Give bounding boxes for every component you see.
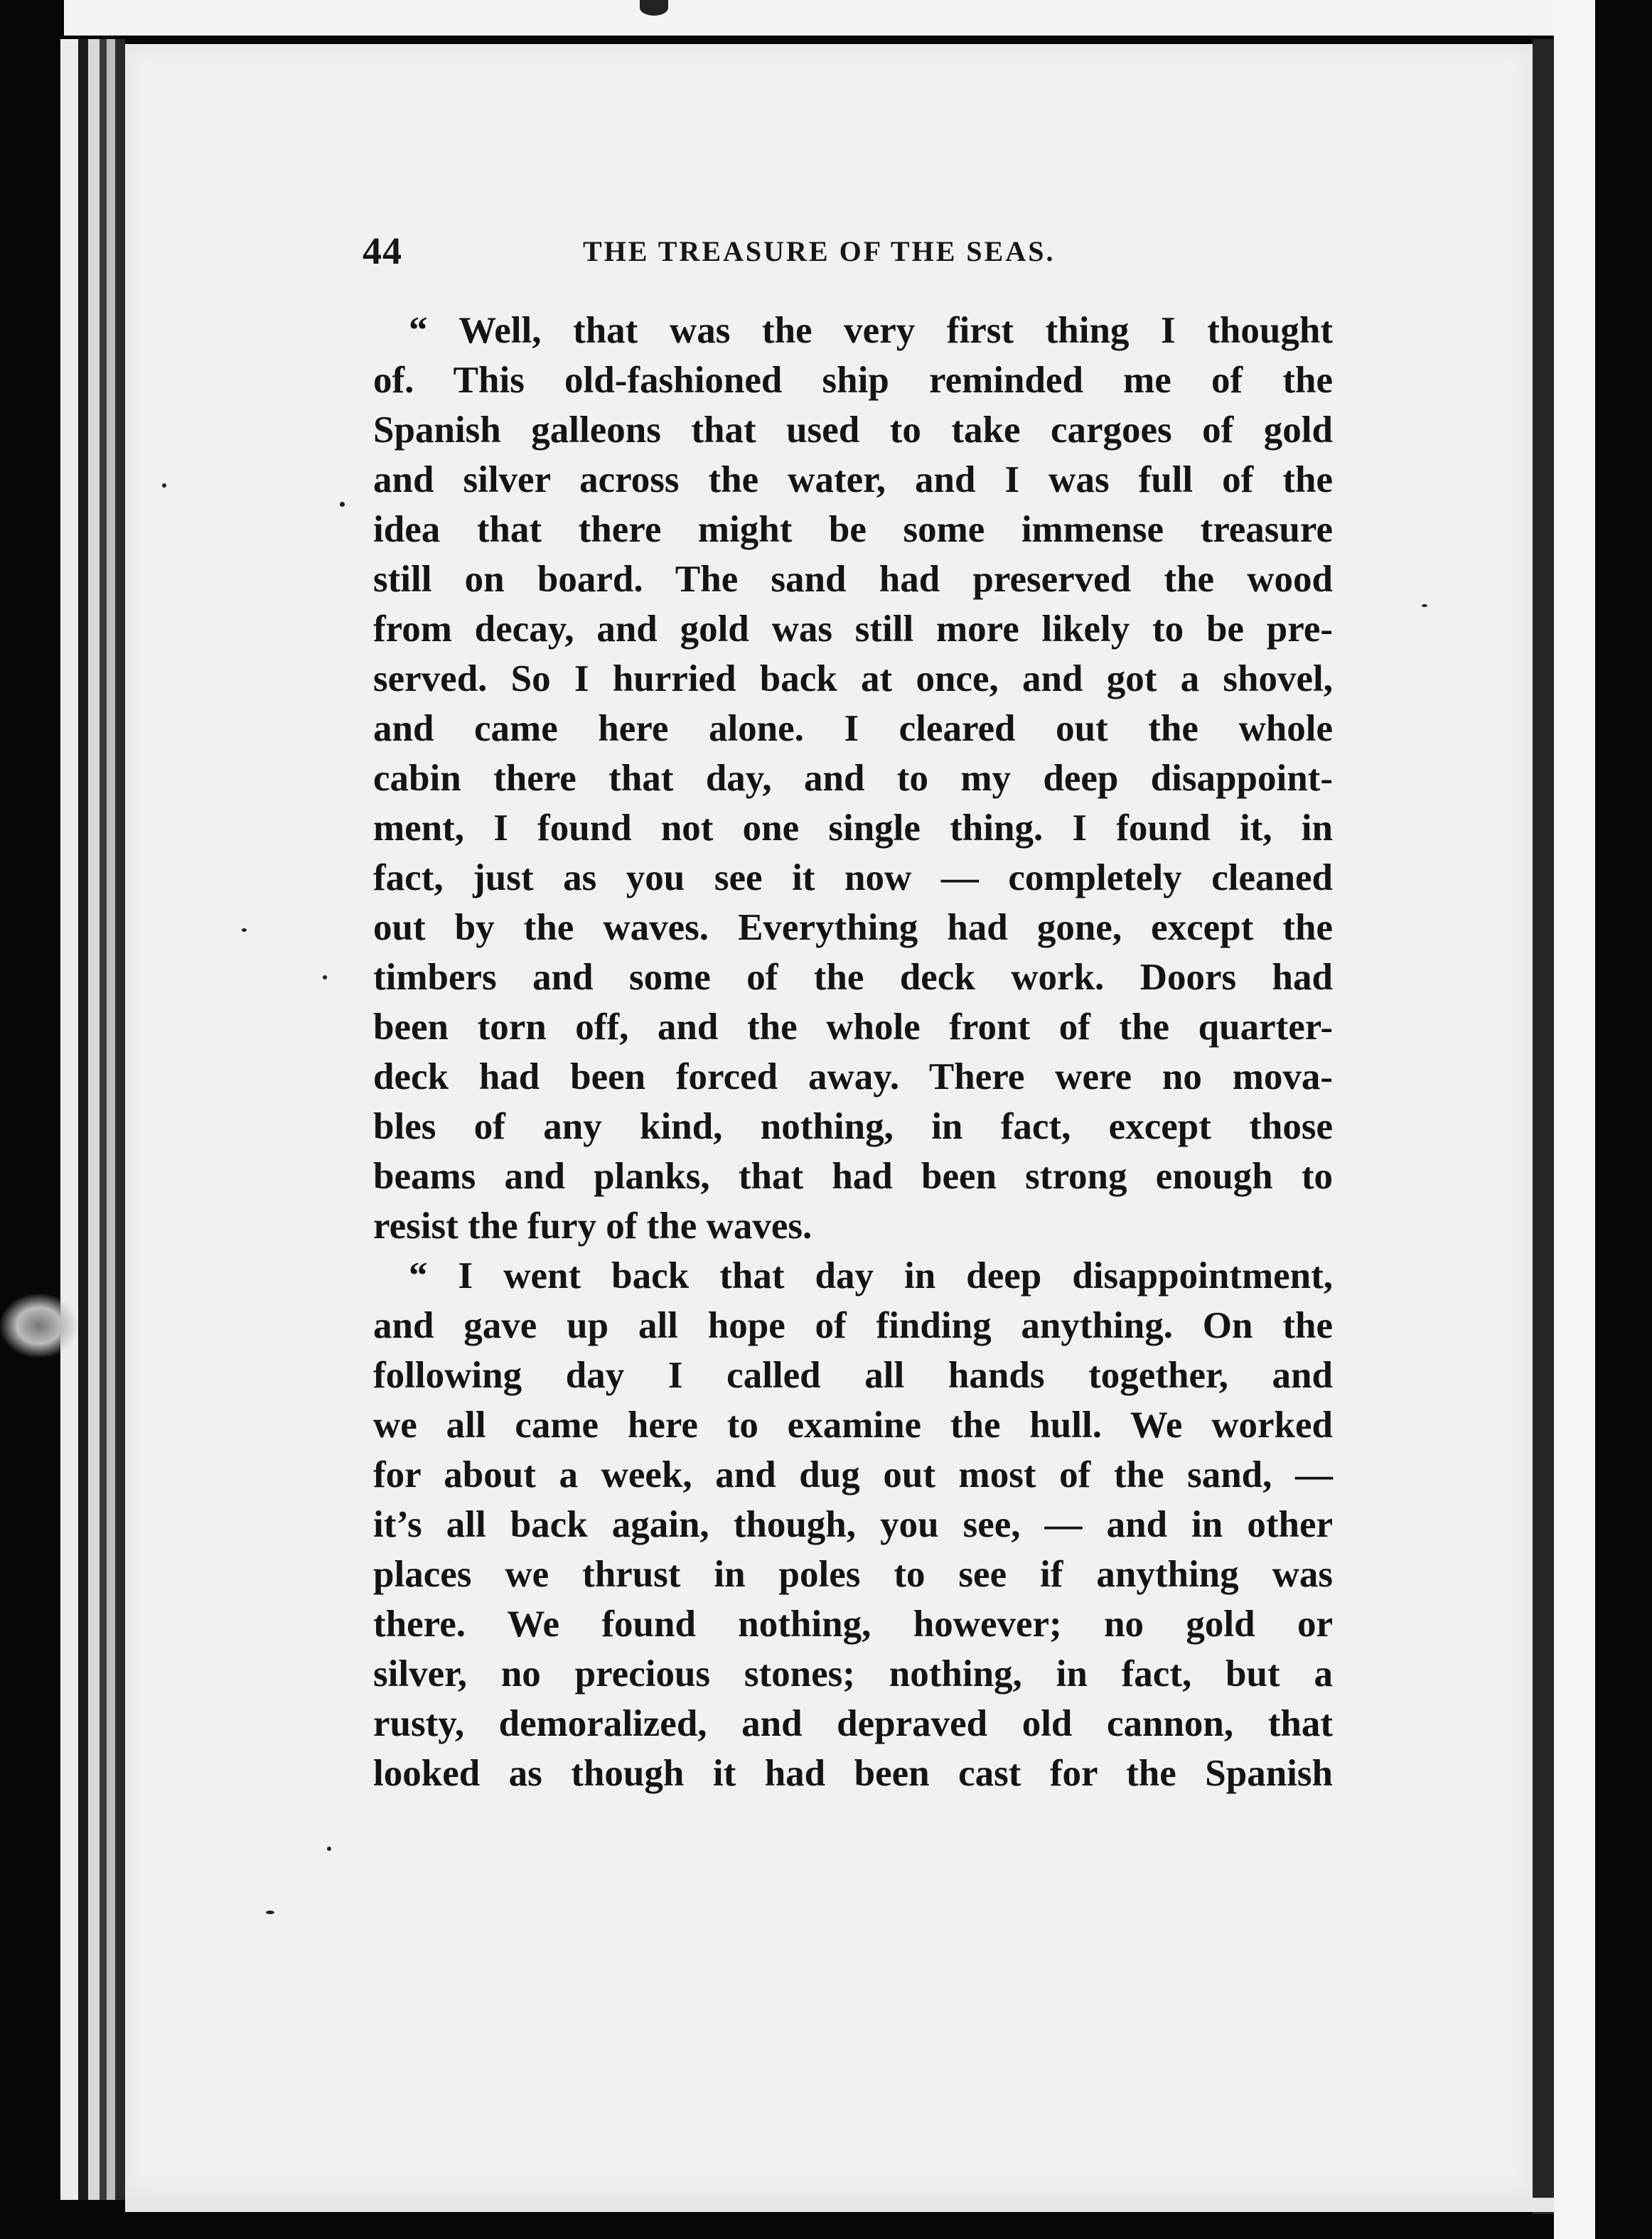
speck — [327, 1847, 331, 1851]
speck — [162, 483, 166, 488]
text-line: beams and planks, that had been strong enough to — [373, 1156, 1333, 1197]
right-margin — [1554, 0, 1595, 2239]
page-number: 44 — [363, 230, 402, 272]
running-head — [363, 229, 1358, 272]
speck — [340, 502, 345, 507]
text-line: for about a week, and dug out most of the sand, — — [373, 1454, 1333, 1496]
text-line: bles of any kind, nothing, in fact, except those — [373, 1106, 1333, 1147]
text-line: rusty, demoralized, and depraved old cannon, that — [373, 1703, 1333, 1744]
body-text — [373, 306, 1333, 1798]
text-line: and came here alone. I cleared out the whole — [373, 708, 1333, 749]
text-line: been torn off, and the whole front of the quarter- — [373, 1006, 1333, 1048]
speck — [266, 1911, 274, 1914]
text-line: following day I called all hands together, and — [373, 1355, 1333, 1396]
text-line: there. We found nothing, however; no gold or — [373, 1604, 1333, 1645]
page-edge — [88, 39, 100, 2200]
text-line: cabin there that day, and to my deep disappoint- — [373, 758, 1333, 799]
running-title: THE TREASURE OF THE SEAS. — [583, 235, 1056, 267]
text-line: we all came here to examine the hull. We worked — [373, 1405, 1333, 1446]
text-line: and gave up all hope of finding anything. On the — [373, 1305, 1333, 1346]
text-line: “ I went back that day in deep disappointment, — [409, 1255, 1333, 1296]
top-gutter — [64, 0, 1592, 36]
page-edge — [78, 39, 88, 2200]
text-line: and silver across the water, and I was full of the — [373, 459, 1333, 500]
text-line: Spanish galleons that used to take cargoes of gold — [373, 409, 1333, 451]
ink-blot — [640, 0, 668, 16]
text-line: still on board. The sand had preserved the wood — [373, 559, 1333, 600]
text-line: served. So I hurried back at once, and got a shovel, — [373, 658, 1333, 699]
text-line: silver, no precious stones; nothing, in fact, but a — [373, 1653, 1333, 1695]
text-line: “ Well, that was the very first thing I thought — [409, 310, 1333, 351]
text-line: out by the waves. Everything had gone, except the — [373, 907, 1333, 948]
text-line: ment, I found not one single thing. I found it, in — [373, 807, 1333, 849]
paper-smudge — [0, 1294, 78, 1358]
text-line: from decay, and gold was still more likely to be pre- — [373, 608, 1333, 650]
speck — [1422, 604, 1427, 607]
page-edge — [60, 39, 78, 2200]
scan-edge — [1595, 0, 1652, 2239]
text-line: resist the fury of the waves. — [373, 1206, 812, 1247]
page-edge — [100, 39, 107, 2200]
text-line: fact, just as you see it now — completely cleaned — [373, 857, 1333, 898]
text-line: it’s all back again, though, you see, — and in other — [373, 1504, 1333, 1545]
text-line: looked as though it had been cast for the Spanish — [373, 1753, 1333, 1794]
speck — [242, 928, 247, 932]
text-line: places we thrust in poles to see if anything was — [373, 1554, 1333, 1595]
binding-shadow — [1533, 39, 1554, 2214]
page-edge — [115, 39, 125, 2200]
speck — [323, 975, 327, 979]
page-edge — [107, 39, 115, 2200]
text-line: of. This old-fashioned ship reminded me of the — [373, 360, 1333, 401]
text-line: timbers and some of the deck work. Doors had — [373, 957, 1333, 998]
text-line: idea that there might be some immense treasure — [373, 509, 1333, 550]
bottom-edge — [125, 2198, 1554, 2212]
text-line: deck had been forced away. There were no mova- — [373, 1056, 1333, 1097]
